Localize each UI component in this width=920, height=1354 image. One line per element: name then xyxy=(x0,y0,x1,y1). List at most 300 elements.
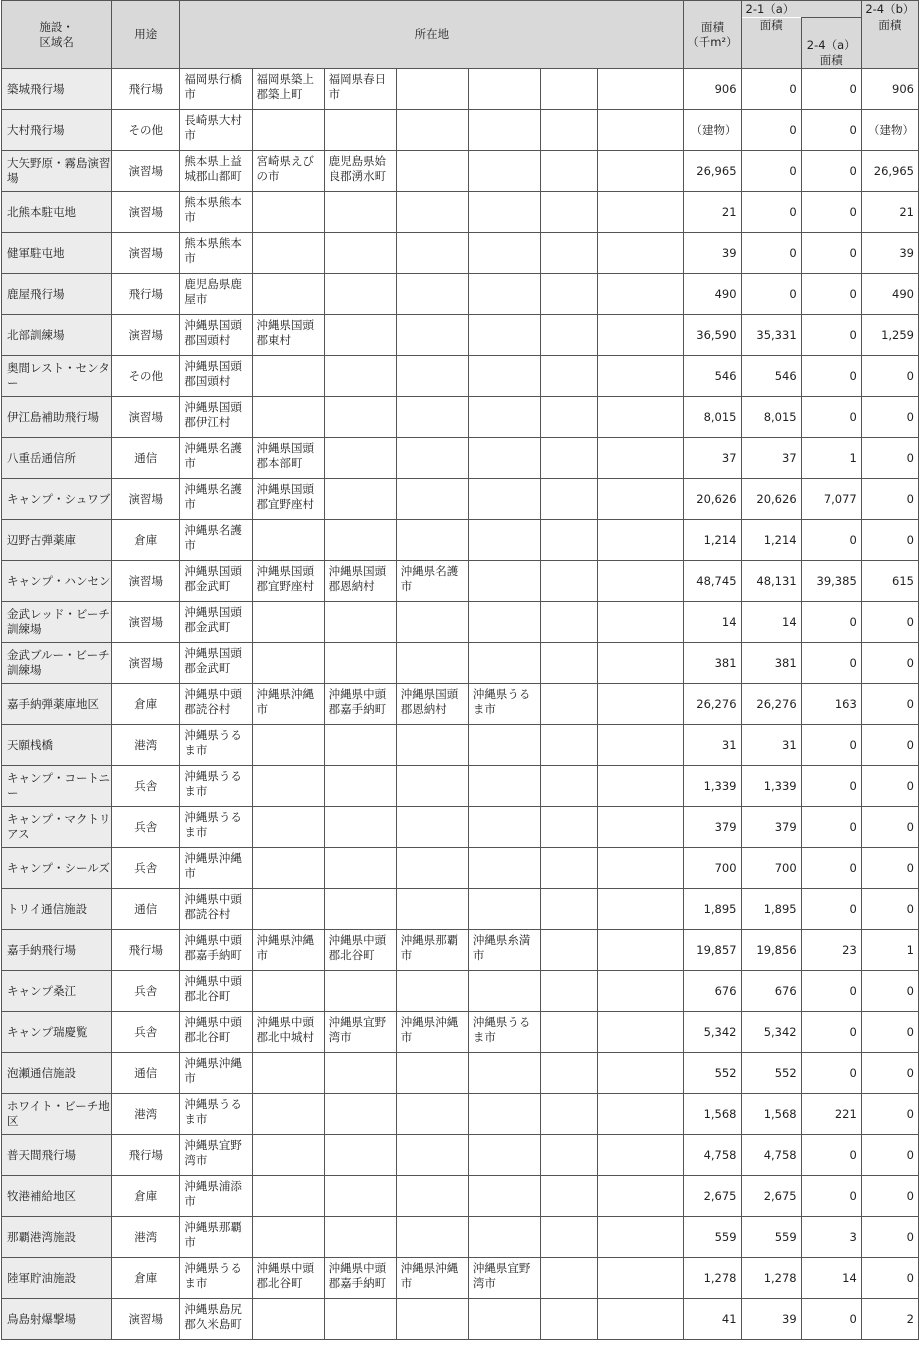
location-cell xyxy=(252,192,324,233)
area-2-4a-value: 0 xyxy=(801,192,861,233)
area-2-4b-value: 0 xyxy=(861,1176,918,1217)
table-row xyxy=(2,151,919,192)
location-cell xyxy=(468,766,540,807)
location-cell xyxy=(541,848,598,889)
area-value: 546 xyxy=(684,356,741,397)
location-cell xyxy=(396,848,468,889)
area-2-1a-value: 5,342 xyxy=(741,1012,801,1053)
area-2-1a-value: 381 xyxy=(741,643,801,684)
location-cell xyxy=(541,889,598,930)
location-cell: 沖縄県中頭郡読谷村 xyxy=(180,889,252,930)
area-2-4a-value: 0 xyxy=(801,1012,861,1053)
table-row xyxy=(2,274,919,315)
location-cell xyxy=(541,192,598,233)
area-2-1a-value: 1,568 xyxy=(741,1094,801,1135)
location-cell xyxy=(541,807,598,848)
location-cell: 福岡県行橋市 xyxy=(180,69,252,110)
facility-use: 飛行場 xyxy=(112,274,180,315)
location-cell xyxy=(252,1094,324,1135)
facility-name: 鳥島射爆撃場 xyxy=(2,1299,112,1340)
facility-area-table xyxy=(1,0,919,1340)
facility-name: 伊江島補助飛行場 xyxy=(2,397,112,438)
area-value: 26,965 xyxy=(684,151,741,192)
location-cell xyxy=(324,1176,396,1217)
location-cell xyxy=(252,1217,324,1258)
header-2-1a-area: 面積 xyxy=(741,18,801,69)
facility-use: 兵舎 xyxy=(112,971,180,1012)
location-cell: 沖縄県国頭郡金武町 xyxy=(180,602,252,643)
facility-name: 泡瀬通信施設 xyxy=(2,1053,112,1094)
location-cell xyxy=(324,643,396,684)
table-row xyxy=(2,315,919,356)
location-cell xyxy=(541,766,598,807)
location-cell xyxy=(396,766,468,807)
location-cell: 熊本県熊本市 xyxy=(180,192,252,233)
facility-use: 演習場 xyxy=(112,602,180,643)
facility-use: 港湾 xyxy=(112,1094,180,1135)
table-row xyxy=(2,889,919,930)
location-cell xyxy=(324,397,396,438)
location-cell xyxy=(598,561,684,602)
location-cell xyxy=(541,561,598,602)
location-cell xyxy=(468,848,540,889)
facility-name: 天願桟橋 xyxy=(2,725,112,766)
location-cell xyxy=(468,315,540,356)
location-cell xyxy=(468,971,540,1012)
area-value: 2,675 xyxy=(684,1176,741,1217)
area-2-4a-value: 0 xyxy=(801,1053,861,1094)
area-2-4b-value: 490 xyxy=(861,274,918,315)
area-2-1a-value: 19,856 xyxy=(741,930,801,971)
location-cell xyxy=(252,1135,324,1176)
location-cell: 鹿児島県鹿屋市 xyxy=(180,274,252,315)
location-cell xyxy=(324,1217,396,1258)
facility-name: 普天間飛行場 xyxy=(2,1135,112,1176)
location-cell: 沖縄県国頭郡金武町 xyxy=(180,561,252,602)
location-cell xyxy=(541,274,598,315)
table-row xyxy=(2,1053,919,1094)
location-cell xyxy=(541,397,598,438)
facility-name: キャンプ・シールズ xyxy=(2,848,112,889)
facility-name: キャンプ・シュワブ xyxy=(2,479,112,520)
area-2-4b-value: 0 xyxy=(861,643,918,684)
area-2-4a-value: 0 xyxy=(801,1299,861,1340)
area-value: 37 xyxy=(684,438,741,479)
area-2-1a-value: 0 xyxy=(741,151,801,192)
header-name: 施設・ 区域名 xyxy=(2,1,112,69)
location-cell xyxy=(396,1299,468,1340)
area-2-4a-value: 0 xyxy=(801,233,861,274)
area-2-4a-value: 0 xyxy=(801,807,861,848)
facility-name: 北熊本駐屯地 xyxy=(2,192,112,233)
table-body xyxy=(2,69,919,1340)
location-cell xyxy=(541,1217,598,1258)
area-2-4b-value: 0 xyxy=(861,1094,918,1135)
location-cell: 沖縄県宜野湾市 xyxy=(468,1258,540,1299)
location-cell xyxy=(324,356,396,397)
location-cell: 沖縄県国頭郡本部町 xyxy=(252,438,324,479)
facility-use: 演習場 xyxy=(112,643,180,684)
area-2-1a-value: 559 xyxy=(741,1217,801,1258)
location-cell xyxy=(598,1258,684,1299)
location-cell: 沖縄県中頭郡北中城村 xyxy=(252,1012,324,1053)
location-cell xyxy=(252,971,324,1012)
location-cell xyxy=(396,807,468,848)
location-cell xyxy=(324,520,396,561)
area-2-4a-value: 0 xyxy=(801,643,861,684)
location-cell xyxy=(598,1094,684,1135)
location-cell xyxy=(324,315,396,356)
facility-use: 演習場 xyxy=(112,1299,180,1340)
location-cell xyxy=(324,971,396,1012)
location-cell xyxy=(598,766,684,807)
area-2-1a-value: 700 xyxy=(741,848,801,889)
location-cell xyxy=(598,930,684,971)
area-2-4b-value: 0 xyxy=(861,479,918,520)
location-cell: 沖縄県うるま市 xyxy=(180,725,252,766)
area-2-4b-value: （建物） xyxy=(861,110,918,151)
area-2-1a-value: 0 xyxy=(741,69,801,110)
area-2-1a-value: 0 xyxy=(741,110,801,151)
location-cell xyxy=(396,1053,468,1094)
area-2-4a-value: 221 xyxy=(801,1094,861,1135)
location-cell: 沖縄県うるま市 xyxy=(180,807,252,848)
facility-name: 辺野古弾薬庫 xyxy=(2,520,112,561)
location-cell xyxy=(396,643,468,684)
area-2-4b-value: 0 xyxy=(861,684,918,725)
area-2-4b-value: 0 xyxy=(861,520,918,561)
location-cell: 沖縄県中頭郡読谷村 xyxy=(180,684,252,725)
area-2-1a-value: 2,675 xyxy=(741,1176,801,1217)
area-2-1a-value: 20,626 xyxy=(741,479,801,520)
area-2-4b-value: 0 xyxy=(861,1135,918,1176)
area-value: 1,278 xyxy=(684,1258,741,1299)
area-value: 906 xyxy=(684,69,741,110)
location-cell xyxy=(598,971,684,1012)
location-cell xyxy=(541,643,598,684)
facility-use: 通信 xyxy=(112,438,180,479)
location-cell xyxy=(598,848,684,889)
location-cell xyxy=(598,274,684,315)
area-value: 379 xyxy=(684,807,741,848)
facility-use: 倉庫 xyxy=(112,1258,180,1299)
table-row xyxy=(2,725,919,766)
area-2-4b-value: 0 xyxy=(861,807,918,848)
location-cell xyxy=(468,561,540,602)
area-2-1a-value: 35,331 xyxy=(741,315,801,356)
area-2-4a-value: 0 xyxy=(801,151,861,192)
location-cell: 沖縄県うるま市 xyxy=(468,684,540,725)
table-row xyxy=(2,643,919,684)
location-cell: 沖縄県名護市 xyxy=(396,561,468,602)
area-2-4a-value: 0 xyxy=(801,848,861,889)
location-cell: 熊本県熊本市 xyxy=(180,233,252,274)
header-2-4b-area: 面積 xyxy=(861,18,918,69)
location-cell: 沖縄県国頭郡恩納村 xyxy=(396,684,468,725)
location-cell xyxy=(468,1176,540,1217)
area-value: 1,339 xyxy=(684,766,741,807)
location-cell xyxy=(324,766,396,807)
facility-name: 北部訓練場 xyxy=(2,315,112,356)
area-value: 559 xyxy=(684,1217,741,1258)
facility-use: 演習場 xyxy=(112,233,180,274)
area-2-1a-value: 37 xyxy=(741,438,801,479)
facility-use: 飛行場 xyxy=(112,930,180,971)
location-cell xyxy=(598,807,684,848)
location-cell xyxy=(541,1258,598,1299)
location-cell xyxy=(252,766,324,807)
area-2-1a-value: 31 xyxy=(741,725,801,766)
area-2-4a-value: 0 xyxy=(801,971,861,1012)
location-cell xyxy=(396,192,468,233)
location-cell xyxy=(541,1299,598,1340)
header-area: 面積 （千m²） xyxy=(684,1,741,69)
table-row xyxy=(2,397,919,438)
location-cell xyxy=(598,192,684,233)
area-2-1a-value: 26,276 xyxy=(741,684,801,725)
location-cell: 沖縄県中頭郡北谷町 xyxy=(180,971,252,1012)
facility-name: 那覇港湾施設 xyxy=(2,1217,112,1258)
area-2-4a-value: 0 xyxy=(801,356,861,397)
table-row xyxy=(2,971,919,1012)
facility-name: 大矢野原・霧島演習場 xyxy=(2,151,112,192)
area-value: 676 xyxy=(684,971,741,1012)
location-cell: 熊本県上益城郡山都町 xyxy=(180,151,252,192)
location-cell xyxy=(324,1094,396,1135)
area-2-1a-value: 14 xyxy=(741,602,801,643)
facility-name: キャンプ・コートニー xyxy=(2,766,112,807)
facility-name: キャンプ桑江 xyxy=(2,971,112,1012)
facility-use: 兵舎 xyxy=(112,766,180,807)
location-cell xyxy=(541,479,598,520)
location-cell xyxy=(252,602,324,643)
location-cell xyxy=(541,930,598,971)
location-cell xyxy=(396,274,468,315)
table-row xyxy=(2,110,919,151)
location-cell xyxy=(598,1217,684,1258)
facility-use: 飛行場 xyxy=(112,1135,180,1176)
location-cell xyxy=(396,1176,468,1217)
area-value: 700 xyxy=(684,848,741,889)
location-cell xyxy=(541,151,598,192)
area-2-4b-value: 21 xyxy=(861,192,918,233)
location-cell: 沖縄県中頭郡北谷町 xyxy=(180,1012,252,1053)
location-cell: 沖縄県うるま市 xyxy=(180,766,252,807)
location-cell: 沖縄県国頭郡伊江村 xyxy=(180,397,252,438)
location-cell xyxy=(598,356,684,397)
location-cell xyxy=(324,1135,396,1176)
facility-name: ホワイト・ビーチ地区 xyxy=(2,1094,112,1135)
area-2-1a-value: 0 xyxy=(741,233,801,274)
location-cell xyxy=(468,1094,540,1135)
area-value: 14 xyxy=(684,602,741,643)
area-2-4a-value: 0 xyxy=(801,110,861,151)
facility-name: キャンプ・マクトリアス xyxy=(2,807,112,848)
area-2-1a-value: 39 xyxy=(741,1299,801,1340)
location-cell: 沖縄県沖縄市 xyxy=(252,684,324,725)
facility-use: 飛行場 xyxy=(112,69,180,110)
area-value: 21 xyxy=(684,192,741,233)
header-2-4a xyxy=(801,18,861,69)
location-cell: 沖縄県名護市 xyxy=(180,520,252,561)
facility-name: 牧港補給地区 xyxy=(2,1176,112,1217)
location-cell xyxy=(598,643,684,684)
facility-name: 嘉手納弾薬庫地区 xyxy=(2,684,112,725)
location-cell: 宮崎県えびの市 xyxy=(252,151,324,192)
location-cell xyxy=(598,479,684,520)
area-2-4b-value: 0 xyxy=(861,397,918,438)
location-cell xyxy=(396,233,468,274)
location-cell: 沖縄県国頭郡東村 xyxy=(252,315,324,356)
area-2-4a-value: 0 xyxy=(801,766,861,807)
area-value: 48,745 xyxy=(684,561,741,602)
location-cell xyxy=(252,1299,324,1340)
area-2-1a-value: 0 xyxy=(741,192,801,233)
location-cell xyxy=(324,110,396,151)
location-cell xyxy=(252,397,324,438)
area-value: 41 xyxy=(684,1299,741,1340)
area-value: （建物） xyxy=(684,110,741,151)
location-cell xyxy=(541,356,598,397)
area-2-4a-value: 1 xyxy=(801,438,861,479)
area-2-4a-value: 0 xyxy=(801,1176,861,1217)
facility-use: 演習場 xyxy=(112,479,180,520)
location-cell xyxy=(541,1053,598,1094)
location-cell xyxy=(396,397,468,438)
header-2-4a-top: 2-4（a） xyxy=(806,38,856,52)
area-2-4b-value: 0 xyxy=(861,1258,918,1299)
area-value: 552 xyxy=(684,1053,741,1094)
location-cell xyxy=(541,602,598,643)
table-row xyxy=(2,684,919,725)
location-cell xyxy=(252,233,324,274)
location-cell xyxy=(468,192,540,233)
location-cell: 沖縄県国頭郡宜野座村 xyxy=(252,561,324,602)
location-cell xyxy=(598,315,684,356)
area-2-4a-value: 39,385 xyxy=(801,561,861,602)
area-2-1a-value: 8,015 xyxy=(741,397,801,438)
location-cell xyxy=(598,725,684,766)
area-2-4a-value: 163 xyxy=(801,684,861,725)
location-cell xyxy=(541,438,598,479)
location-cell xyxy=(598,233,684,274)
table-row xyxy=(2,1258,919,1299)
area-2-4a-value: 0 xyxy=(801,274,861,315)
location-cell xyxy=(468,1053,540,1094)
location-cell xyxy=(541,110,598,151)
location-cell xyxy=(396,725,468,766)
facility-name: 鹿屋飛行場 xyxy=(2,274,112,315)
table-row xyxy=(2,561,919,602)
area-2-4a-value: 0 xyxy=(801,520,861,561)
location-cell xyxy=(541,520,598,561)
facility-name: 金武ブルー・ビーチ訓練場 xyxy=(2,643,112,684)
location-cell xyxy=(598,69,684,110)
facility-name: 八重岳通信所 xyxy=(2,438,112,479)
area-2-4b-value: 39 xyxy=(861,233,918,274)
location-cell xyxy=(396,1094,468,1135)
facility-use: 通信 xyxy=(112,889,180,930)
location-cell xyxy=(396,151,468,192)
area-2-4a-value: 14 xyxy=(801,1258,861,1299)
location-cell xyxy=(541,1176,598,1217)
location-cell xyxy=(324,233,396,274)
table-row xyxy=(2,807,919,848)
location-cell xyxy=(324,479,396,520)
area-2-4b-value: 0 xyxy=(861,602,918,643)
area-2-4b-value: 0 xyxy=(861,1053,918,1094)
location-cell xyxy=(468,69,540,110)
area-2-1a-value: 379 xyxy=(741,807,801,848)
location-cell xyxy=(541,684,598,725)
location-cell xyxy=(468,151,540,192)
area-value: 8,015 xyxy=(684,397,741,438)
area-2-4a-value: 7,077 xyxy=(801,479,861,520)
table-row xyxy=(2,69,919,110)
location-cell: 沖縄県国頭郡金武町 xyxy=(180,643,252,684)
location-cell xyxy=(252,643,324,684)
facility-name: 奥間レスト・センター xyxy=(2,356,112,397)
area-2-4a-value: 0 xyxy=(801,69,861,110)
location-cell xyxy=(598,438,684,479)
location-cell xyxy=(468,438,540,479)
location-cell: 沖縄県名護市 xyxy=(180,479,252,520)
location-cell xyxy=(541,1094,598,1135)
area-2-4b-value: 1,259 xyxy=(861,315,918,356)
area-2-4b-value: 26,965 xyxy=(861,151,918,192)
location-cell xyxy=(468,889,540,930)
location-cell: 沖縄県浦添市 xyxy=(180,1176,252,1217)
table-row xyxy=(2,1176,919,1217)
table-row xyxy=(2,438,919,479)
area-2-4b-value: 2 xyxy=(861,1299,918,1340)
facility-use: 演習場 xyxy=(112,192,180,233)
location-cell: 長崎県大村市 xyxy=(180,110,252,151)
area-2-1a-value: 0 xyxy=(741,274,801,315)
location-cell: 沖縄県うるま市 xyxy=(180,1258,252,1299)
location-cell: 沖縄県中頭郡嘉手納町 xyxy=(324,1258,396,1299)
location-cell xyxy=(396,479,468,520)
location-cell: 沖縄県中頭郡北谷町 xyxy=(252,1258,324,1299)
location-cell xyxy=(598,1176,684,1217)
facility-use: 通信 xyxy=(112,1053,180,1094)
header-2-4a-area: 面積 xyxy=(819,53,843,67)
location-cell: 福岡県築上郡築上町 xyxy=(252,69,324,110)
area-value: 36,590 xyxy=(684,315,741,356)
location-cell: 沖縄県那覇市 xyxy=(396,930,468,971)
facility-name: 陸軍貯油施設 xyxy=(2,1258,112,1299)
location-cell xyxy=(396,889,468,930)
location-cell: 鹿児島県姶良郡湧水町 xyxy=(324,151,396,192)
location-cell xyxy=(324,602,396,643)
location-cell xyxy=(252,1176,324,1217)
location-cell: 沖縄県国頭郡恩納村 xyxy=(324,561,396,602)
location-cell xyxy=(324,725,396,766)
facility-use: その他 xyxy=(112,110,180,151)
table-row xyxy=(2,192,919,233)
location-cell xyxy=(541,1012,598,1053)
location-cell: 沖縄県国頭郡国頭村 xyxy=(180,315,252,356)
location-cell xyxy=(598,1012,684,1053)
area-2-1a-value: 1,339 xyxy=(741,766,801,807)
table-row xyxy=(2,930,919,971)
location-cell xyxy=(598,397,684,438)
location-cell: 沖縄県うるま市 xyxy=(180,1094,252,1135)
location-cell xyxy=(396,110,468,151)
area-2-1a-value: 4,758 xyxy=(741,1135,801,1176)
location-cell xyxy=(598,889,684,930)
location-cell xyxy=(252,725,324,766)
